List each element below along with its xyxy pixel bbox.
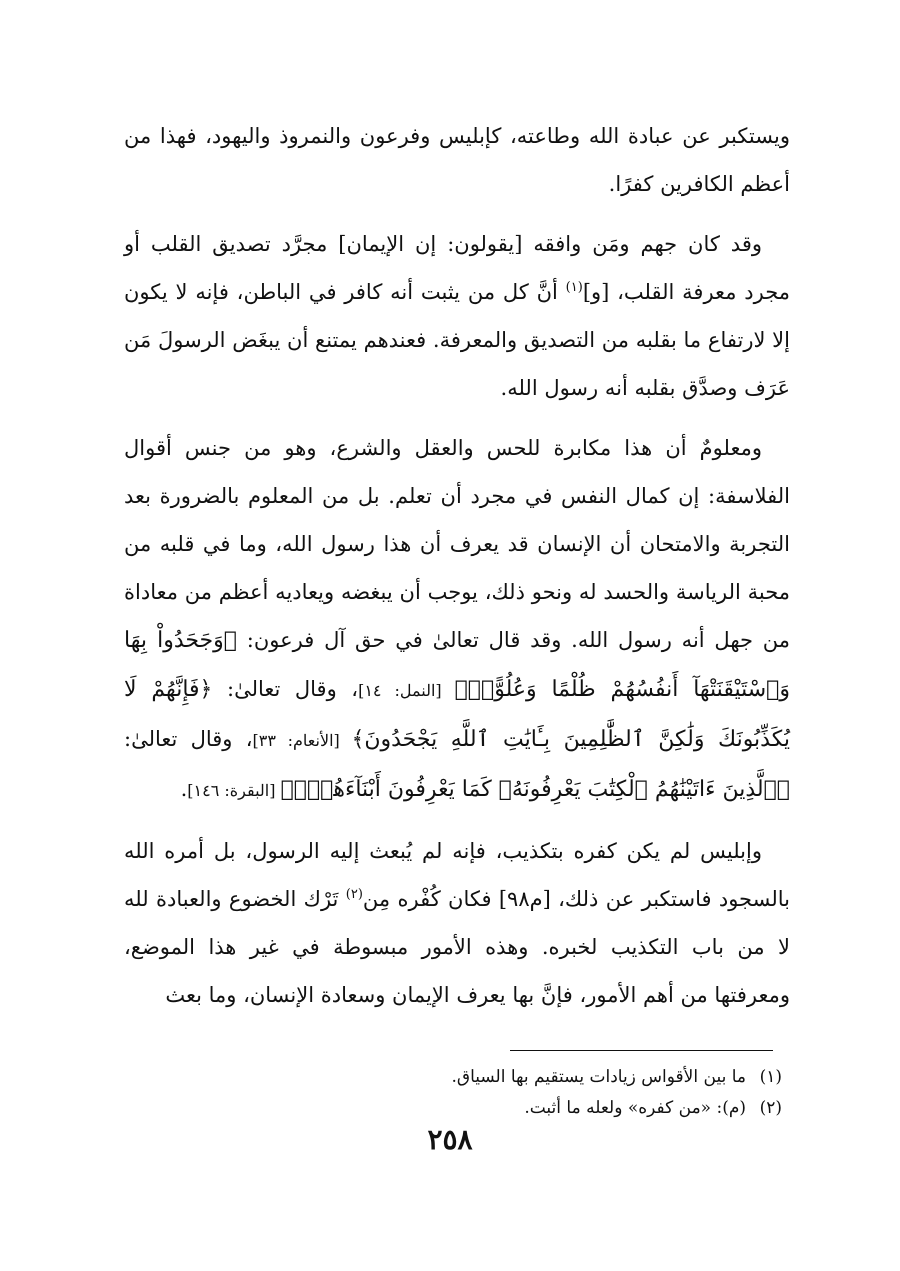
- footnote-marker-2[interactable]: (٢): [345, 887, 363, 902]
- paragraph-text: ، وقال تعالىٰ:: [212, 677, 359, 701]
- verse-reference: [النمل: ١٤]: [358, 681, 455, 700]
- main-text: [124, 112, 790, 1031]
- footnote-1: [124, 1062, 782, 1093]
- footnote-text: ما بين الأقواس زيادات يستقيم بها السياق.: [451, 1067, 746, 1087]
- quran-verse: ﴿ٱلَّذِينَ ءَاتَيْنَٰهُمُ ٱلْكِتَٰبَ يَعْرِفُونَهُۥ كَمَا يَعْرِفُونَ أَبْنَآءَهُمْۖ﴾: [280, 777, 790, 802]
- paragraph-1: [124, 112, 790, 208]
- quran-verse: ﴿فَإِنَّهُمْ لَا يُكَذِّبُونَكَ وَلَٰكِنَّ ٱلظَّٰلِمِينَ بِـَٔايَٰتِ ٱللَّهِ يَجْحَدُونَ﴾: [124, 677, 790, 752]
- footnote-divider: [510, 1050, 773, 1051]
- paragraph-4: [124, 827, 790, 1019]
- quran-verse: ﴿وَجَحَدُواْ بِهَا وَٱسْتَيْقَنَتْهَآ أَنفُسُهُمْ ظُلْمًا وَعُلُوًّاۚ﴾: [124, 628, 790, 702]
- paragraph-text: ، وقال تعالىٰ:: [124, 727, 253, 751]
- paragraph-3: [124, 424, 790, 815]
- verse-reference: [البقرة: ١٤٦]: [187, 781, 281, 800]
- paragraph-text: ويستكبر عن عبادة الله وطاعته، كإبليس وفرعون والنمروذ واليهود، فهذا من أعظم الكافرين كفرًا.: [124, 124, 790, 196]
- footnote-marker-1[interactable]: (١): [565, 280, 583, 295]
- paragraph-text: .: [180, 777, 188, 801]
- paragraph-text: ومعلومٌ أن هذا مكابرة للحس والعقل والشرع، وهو من جنس أقوال الفلاسفة: إن كمال النفس في مجرد أن تعلم. بل من المعلوم بالضرورة بعد التجربة والامتحان أن الإنسان قد يعرف أن هذا رسول الله، وما في قلبه من محبة الرياسة والحسد له ونحو ذلك، يوجب أن يبغضه ويعاديه أعظم من معاداة من جهل أنه رسول الله. وقد قال تعالىٰ في حق آل فرعون:: [124, 436, 791, 652]
- footnotes: [124, 1062, 782, 1124]
- footnote-number: (٢): [759, 1098, 782, 1118]
- footnote-text: (م): «من كفره» ولعله ما أثبت.: [524, 1098, 746, 1118]
- paragraph-2: [124, 220, 790, 412]
- footnote-number: (١): [759, 1067, 782, 1087]
- paragraph-text: تَرْك الخضوع والعبادة لله لا من باب التكذيب لخبره. وهذه الأمور مبسوطة في غير هذا الموضع، ومعرفتها من أهم الأمور، فإنَّ بها يعرف الإيمان وسعادة الإنسان، وما بعث: [124, 887, 790, 1007]
- paragraph-text: وإبليس لم يكن كفره بتكذيب، فإنه لم يُبعث إليه الرسول، بل أمره الله بالسجود فاستكبر عن ذلك، [م٩٨] فكان كُفْره مِن: [124, 839, 790, 911]
- page-number: ٢٥٨: [427, 1123, 473, 1156]
- paragraph-text: وقد كان جهم ومَن وافقه [يقولون: إن الإيمان] مجرَّد تصديق القلب أو مجرد معرفة القلب، [و]: [124, 232, 790, 304]
- verse-reference: [الأنعام: ٣٣]: [252, 731, 352, 750]
- paragraph-text: أنَّ كل من يثبت أنه كافر في الباطن، فإنه لا يكون إلا لارتفاع ما بقلبه من التصديق والمعرفة. فعندهم يمتنع أن يبغَض الرسولَ مَن عَرَف وصدَّق بقلبه أنه رسول الله.: [124, 280, 790, 400]
